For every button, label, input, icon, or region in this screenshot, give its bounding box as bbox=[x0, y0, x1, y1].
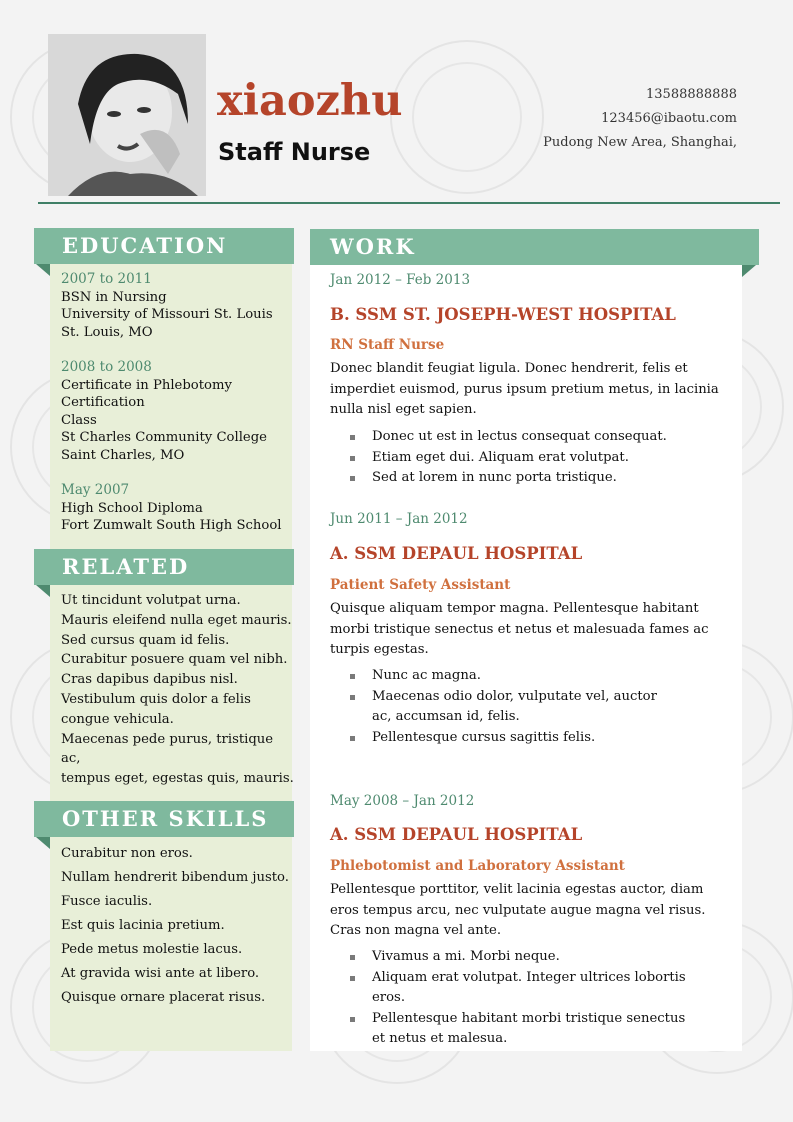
skills-heading: OTHER SKILLS bbox=[34, 801, 294, 837]
education-line: High School Diploma bbox=[61, 500, 203, 516]
education-date: 2007 to 2011 bbox=[61, 271, 152, 287]
education-line: St Charles Community College bbox=[61, 430, 267, 445]
job-description: Pellentesque porttitor, velit lacinia egestas auctor, diam eros tempus arcu, nec vulputate augue magna vel risus. Cras non magna vel ante. bbox=[330, 882, 706, 939]
skills-section bbox=[61, 842, 296, 1010]
header-divider bbox=[38, 202, 780, 204]
education-line: Class bbox=[61, 412, 97, 428]
job-bullets bbox=[330, 427, 690, 489]
skill-item: At gravida wisi ante at libero. bbox=[61, 966, 260, 981]
related-heading: RELATED bbox=[34, 549, 294, 585]
skill-item: Pede metus molestie lacus. bbox=[61, 942, 243, 957]
education-heading: EDUCATION bbox=[34, 228, 294, 264]
profile-photo bbox=[48, 34, 206, 196]
job-bullet: Pellentesque habitant morbi tristique senectus et netus et malesua. bbox=[330, 1009, 700, 1050]
education-line: Certificate in Phlebotomy Certification bbox=[61, 377, 232, 410]
skill-item: Curabitur non eros. bbox=[61, 846, 193, 861]
education-line: Saint Charles, MO bbox=[61, 447, 185, 463]
job-bullet: Maecenas odio dolor, vulputate vel, auctor ac, accumsan id, felis. bbox=[330, 687, 660, 728]
job-bullet: Sed at lorem in nunc porta tristique. bbox=[330, 468, 690, 489]
skill-item: Quisque ornare placerat risus. bbox=[61, 990, 266, 1005]
job-role: Patient Safety Assistant bbox=[330, 577, 511, 593]
banner-fold bbox=[36, 837, 50, 849]
skill-item: Fusce iaculis. bbox=[61, 894, 153, 909]
job-bullets bbox=[330, 666, 660, 748]
related-line: Mauris eleifend nulla eget mauris. bbox=[61, 612, 292, 628]
banner-fold bbox=[742, 265, 756, 277]
job-bullets bbox=[330, 947, 700, 1050]
job-hospital: A. SSM DEPAUL HOSPITAL bbox=[330, 544, 583, 563]
job-date: May 2008 – Jan 2012 bbox=[330, 793, 475, 809]
education-line: BSN in Nursing bbox=[61, 289, 167, 305]
related-section bbox=[61, 591, 296, 789]
related-line: congue vehicula. bbox=[61, 711, 174, 727]
job-hospital: A. SSM DEPAUL HOSPITAL bbox=[330, 825, 583, 844]
education-line: Fort Zumwalt South High School bbox=[61, 518, 282, 533]
job-hospital: B. SSM ST. JOSEPH-WEST HOSPITAL bbox=[330, 305, 676, 324]
related-line: Ut tincidunt volutpat urna. bbox=[61, 593, 241, 608]
job-date: Jan 2012 – Feb 2013 bbox=[330, 272, 471, 288]
education-date: May 2007 bbox=[61, 482, 130, 498]
watermark-ring bbox=[390, 40, 544, 194]
related-line: Curabitur posuere quam vel nibh. bbox=[61, 652, 288, 668]
address: Pudong New Area, Shanghai, bbox=[543, 135, 737, 150]
job-title: Staff Nurse bbox=[218, 138, 371, 166]
email-address: 123456@ibaotu.com bbox=[601, 111, 737, 126]
education-line: University of Missouri St. Louis bbox=[61, 307, 273, 322]
job-bullet: Pellentesque cursus sagittis felis. bbox=[330, 728, 660, 749]
education-line: St. Louis, MO bbox=[61, 324, 153, 340]
education-section bbox=[61, 271, 301, 535]
skill-item: Nullam hendrerit bibendum justo. bbox=[61, 870, 289, 885]
phone-number: 13588888888 bbox=[646, 87, 737, 102]
job-bullet: Etiam eget dui. Aliquam erat volutpat. bbox=[330, 448, 690, 469]
related-line: Cras dapibus dapibus nisl. bbox=[61, 672, 238, 688]
job-description: Donec blandit feugiat ligula. Donec hendrerit, felis et imperdiet euismod, purus ipsum pretium metus, in lacinia nulla nisl eget sapien. bbox=[330, 361, 719, 418]
related-line: Vestibulum quis dolor a felis bbox=[61, 691, 251, 707]
job-bullet: Nunc ac magna. bbox=[330, 666, 660, 687]
banner-fold bbox=[36, 264, 50, 276]
job-bullet: Aliquam erat volutpat. Integer ultrices lobortis eros. bbox=[330, 968, 700, 1009]
skill-item: Est quis lacinia pretium. bbox=[61, 918, 225, 933]
related-line: Maecenas pede purus, tristique ac, bbox=[61, 731, 274, 767]
job-description: Quisque aliquam tempor magna. Pellentesque habitant morbi tristique senectus et netus et malesuada fames ac turpis egestas. bbox=[330, 601, 709, 658]
job-role: RN Staff Nurse bbox=[330, 337, 445, 353]
job-date: Jun 2011 – Jan 2012 bbox=[330, 511, 468, 527]
job-role: Phlebotomist and Laboratory Assistant bbox=[330, 858, 625, 874]
job-bullet: Donec ut est in lectus consequat consequat. bbox=[330, 427, 690, 448]
job-bullet: Vivamus a mi. Morbi neque. bbox=[330, 947, 700, 968]
work-heading: WORK bbox=[310, 229, 759, 265]
candidate-name: xiaozhu bbox=[217, 76, 403, 126]
education-date: 2008 to 2008 bbox=[61, 359, 152, 375]
related-line: Sed cursus quam id felis. bbox=[61, 632, 230, 648]
banner-fold bbox=[36, 585, 50, 597]
related-line: tempus eget, egestas quis, mauris. bbox=[61, 771, 294, 787]
